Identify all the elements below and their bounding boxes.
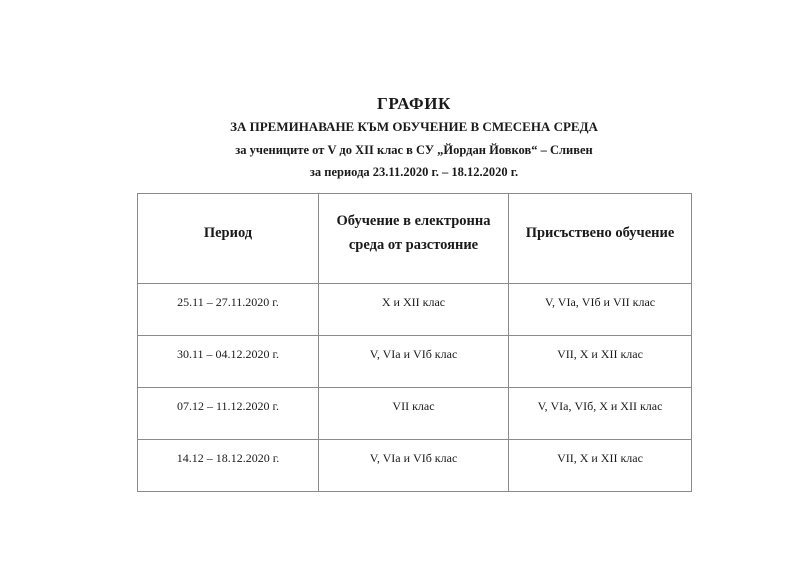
inperson-classes-cell: VII, X и XII клас [509, 336, 692, 388]
schedule-table [137, 193, 692, 492]
period-cell: 07.12 – 11.12.2020 г. [138, 388, 319, 440]
inperson-classes-cell: VII, X и XII клас [509, 440, 692, 492]
column-header-period [138, 194, 319, 284]
table-row [138, 284, 692, 336]
inperson-classes-cell: V, VIа, VIб, X и XII клас [509, 388, 692, 440]
table-row [138, 388, 692, 440]
table-header-row [138, 194, 692, 284]
document-header [28, 94, 800, 179]
column-header-inperson-learning-label: Присъствено обучение [525, 224, 675, 241]
column-header-remote-learning-label: Обучение в електронна среда от разстояние [336, 212, 491, 253]
remote-classes-cell: X и XII клас [319, 284, 509, 336]
doc-subtitle-line-1: ЗА ПРЕМИНАВАНЕ КЪМ ОБУЧЕНИЕ В СМЕСЕНА СРЕДА [230, 119, 598, 134]
doc-subtitle-line-2: за учениците от V до XII клас в СУ „Йордан Йовков“ – Сливен [235, 143, 593, 157]
doc-title: ГРАФИК [377, 94, 451, 113]
column-header-period-label: Период [203, 224, 253, 241]
remote-classes-cell: VII клас [319, 388, 509, 440]
period-cell: 14.12 – 18.12.2020 г. [138, 440, 319, 492]
column-header-remote-learning [319, 194, 509, 284]
doc-subtitle-line-3: за периода 23.11.2020 г. – 18.12.2020 г. [309, 165, 519, 179]
inperson-classes-cell: V, VIа, VIб и VII клас [509, 284, 692, 336]
column-header-inperson-learning [509, 194, 692, 284]
table-row [138, 440, 692, 492]
period-cell: 30.11 – 04.12.2020 г. [138, 336, 319, 388]
remote-classes-cell: V, VIа и VIб клас [319, 336, 509, 388]
period-cell: 25.11 – 27.11.2020 г. [138, 284, 319, 336]
remote-classes-cell: V, VIа и VIб клас [319, 440, 509, 492]
table-row [138, 336, 692, 388]
